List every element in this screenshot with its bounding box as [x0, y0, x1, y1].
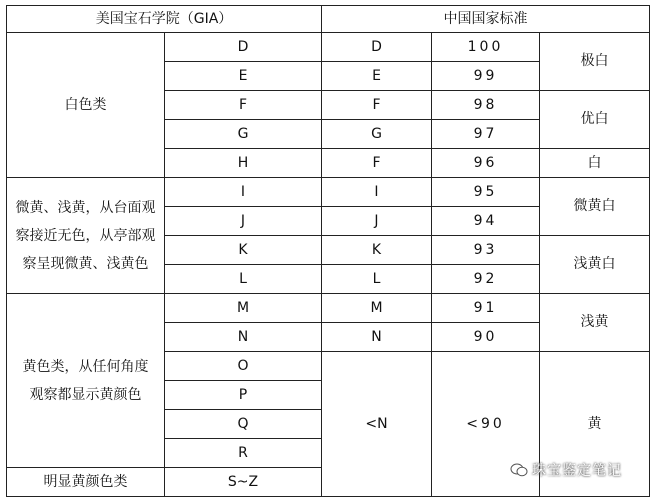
cn-number-cell: 91: [432, 294, 540, 323]
group-faint-yellow-line: 微黄、浅黄，从台面观: [15, 199, 156, 216]
wechat-logo-icon: [510, 463, 528, 477]
cn-grade-cell: J: [322, 207, 432, 236]
cn-number-cell: 94: [432, 207, 540, 236]
gia-grade-cell: J: [165, 207, 322, 236]
china-standard-header: 中国国家标准: [322, 6, 650, 33]
color-name-cell: 浅黄白: [540, 236, 650, 294]
cn-grade-cell: D: [322, 33, 432, 62]
cn-number-cell: 90: [432, 323, 540, 352]
color-name-cell: 白: [540, 149, 650, 178]
cn-grade-cell: L: [322, 265, 432, 294]
color-name-cell: 黄: [540, 352, 650, 497]
group-faint-yellow-label: [7, 178, 165, 294]
group-yellow-line: 观察都显示黄颜色: [29, 386, 142, 403]
cn-number-cell: 92: [432, 265, 540, 294]
watermark: [510, 460, 622, 480]
group-obvious-yellow-label: 明显黄颜色类: [7, 468, 165, 497]
cn-grade-cell: G: [322, 120, 432, 149]
gia-grade-cell: Q: [165, 410, 322, 439]
cn-number-cell: 99: [432, 62, 540, 91]
cn-number-cell: 98: [432, 91, 540, 120]
cn-number-cell: 93: [432, 236, 540, 265]
group-faint-yellow-line: 察呈现微黄、浅黄色: [22, 255, 149, 272]
group-yellow-label: [7, 294, 165, 468]
gia-grade-cell: H: [165, 149, 322, 178]
cn-number-cell: 95: [432, 178, 540, 207]
table-row: [7, 33, 650, 62]
group-faint-yellow-line: 察接近无色，从亭部观: [15, 227, 156, 244]
gia-grade-cell: N: [165, 323, 322, 352]
cn-grade-cell: K: [322, 236, 432, 265]
color-name-cell: 浅黄: [540, 294, 650, 352]
table-row: [7, 294, 650, 323]
diamond-color-grade-table: [6, 5, 650, 497]
gia-grade-cell: R: [165, 439, 322, 468]
gia-grade-cell: P: [165, 381, 322, 410]
gia-grade-cell: G: [165, 120, 322, 149]
cn-grade-cell: M: [322, 294, 432, 323]
cn-number-cell: 96: [432, 149, 540, 178]
cn-grade-cell: E: [322, 62, 432, 91]
header-row: [7, 6, 650, 33]
gia-grade-cell: I: [165, 178, 322, 207]
gia-grade-cell: F: [165, 91, 322, 120]
cn-grade-cell: F: [322, 91, 432, 120]
cn-grade-cell: N: [322, 323, 432, 352]
gia-grade-cell: O: [165, 352, 322, 381]
gia-header: 美国宝石学院（GIA）: [7, 6, 322, 33]
gia-grade-cell: S~Z: [165, 468, 322, 497]
group-yellow-line: 黄色类，从任何角度: [22, 358, 149, 375]
group-white-label: 白色类: [7, 33, 165, 178]
cn-grade-cell: I: [322, 178, 432, 207]
color-name-cell: 微黄白: [540, 178, 650, 236]
table-row: [7, 178, 650, 207]
color-name-cell: 优白: [540, 91, 650, 149]
gia-grade-cell: E: [165, 62, 322, 91]
gia-grade-cell: D: [165, 33, 322, 62]
color-name-cell: 极白: [540, 33, 650, 91]
gia-grade-cell: K: [165, 236, 322, 265]
cn-number-cell: <90: [432, 352, 540, 497]
gia-grade-cell: M: [165, 294, 322, 323]
cn-number-cell: 97: [432, 120, 540, 149]
cn-grade-cell: <N: [322, 352, 432, 497]
cn-grade-cell: F: [322, 149, 432, 178]
cn-number-cell: 100: [432, 33, 540, 62]
watermark-text: 珠宝鉴定笔记: [532, 463, 622, 479]
gia-grade-cell: L: [165, 265, 322, 294]
